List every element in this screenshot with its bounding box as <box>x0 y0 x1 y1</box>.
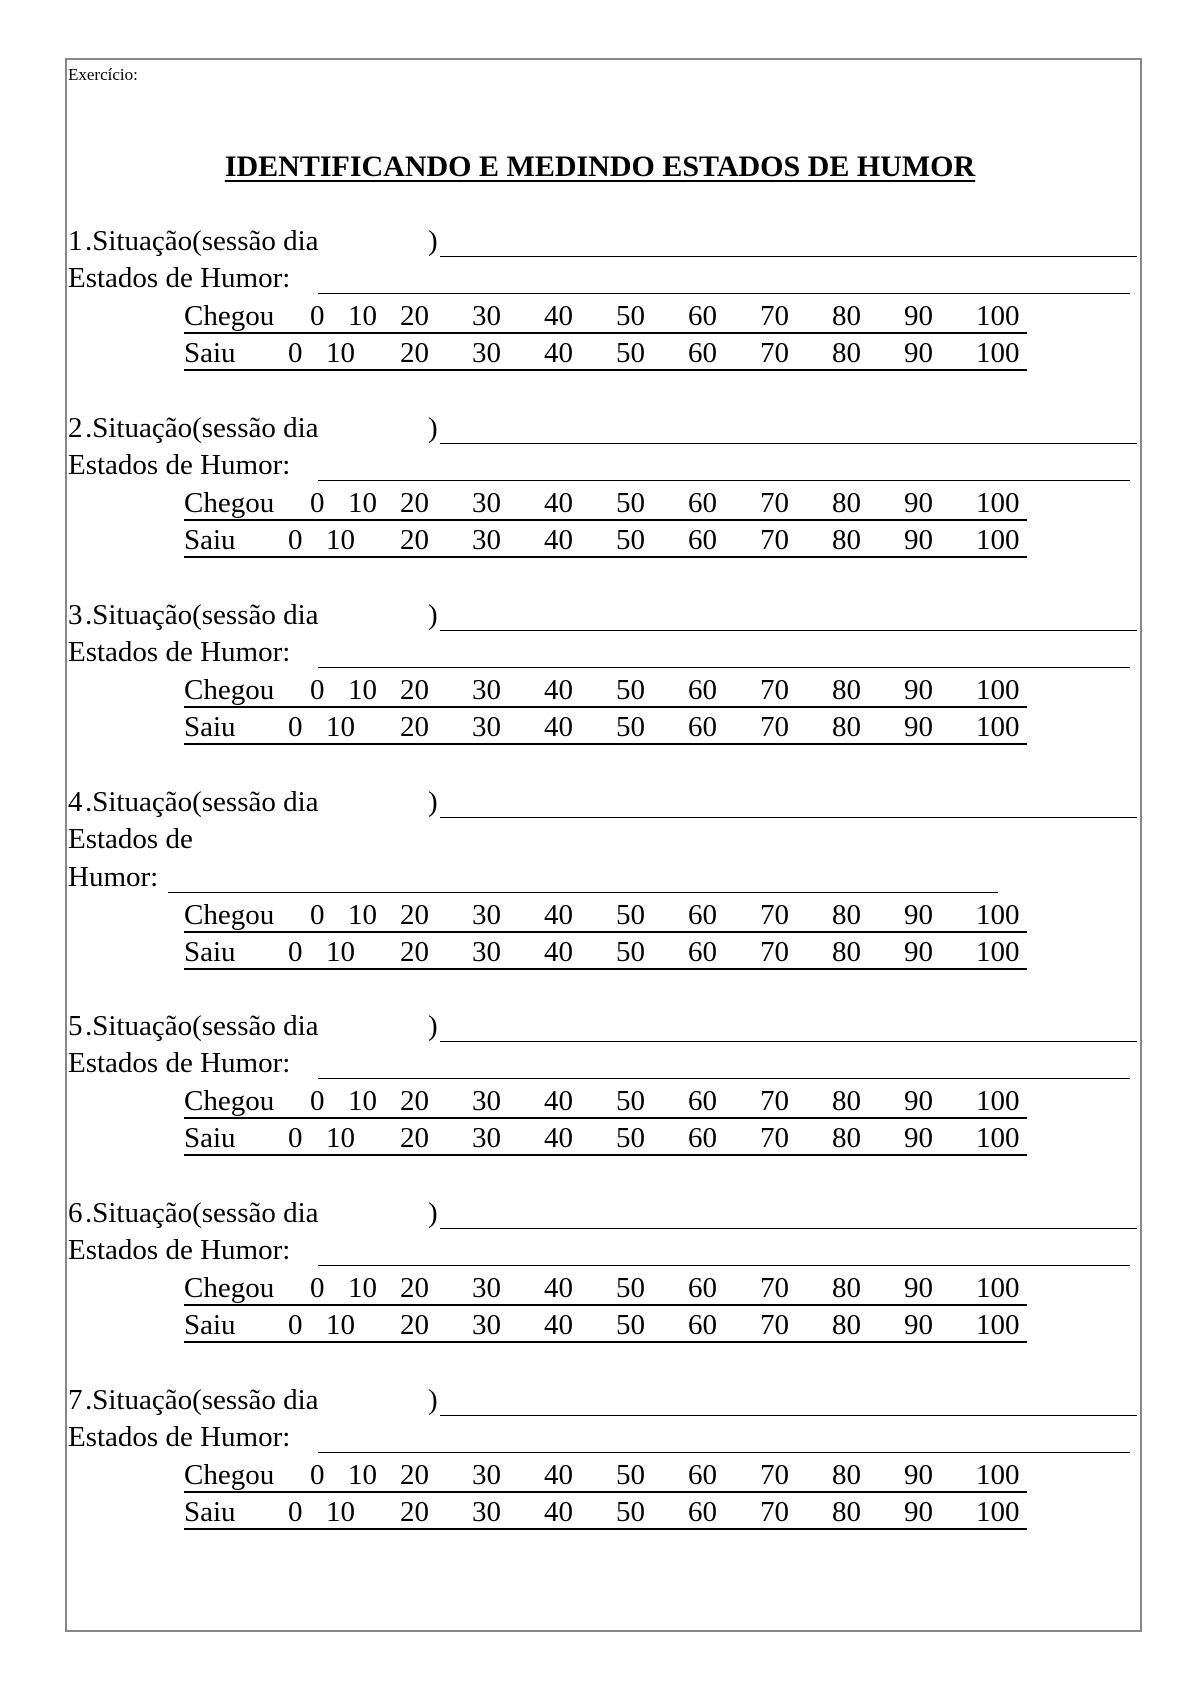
situation-answer-line[interactable] <box>440 630 1137 631</box>
arrived-label: Chegou <box>184 1085 275 1117</box>
left-label: Saiu <box>184 337 236 369</box>
left-scale <box>184 1120 1027 1156</box>
situation-number: 1 <box>68 225 83 257</box>
arrived-scale-value[interactable]: 20 <box>400 1272 429 1304</box>
arrived-scale <box>184 897 1027 933</box>
arrived-scale-value[interactable]: 60 <box>688 899 717 931</box>
situation-label: .Situação(sessão dia <box>85 1197 319 1229</box>
arrived-scale <box>184 672 1027 708</box>
left-scale-value[interactable]: 0 <box>288 1496 303 1528</box>
left-scale <box>184 522 1027 558</box>
arrived-scale-value[interactable]: 100 <box>976 1272 1020 1304</box>
left-scale-value[interactable]: 80 <box>832 1122 861 1154</box>
arrived-scale-value[interactable]: 60 <box>688 1459 717 1491</box>
left-scale-value[interactable]: 20 <box>400 936 429 968</box>
arrived-scale <box>184 1083 1027 1119</box>
left-scale-value[interactable]: 70 <box>760 936 789 968</box>
left-scale-value[interactable]: 100 <box>976 1309 1020 1341</box>
situation-answer-line[interactable] <box>440 256 1137 257</box>
arrived-scale-value[interactable]: 50 <box>616 487 645 519</box>
situation-number: 4 <box>68 786 83 818</box>
arrived-scale-value[interactable]: 10 <box>348 1272 377 1304</box>
left-scale-value[interactable]: 10 <box>326 1122 355 1154</box>
arrived-label: Chegou <box>184 487 275 519</box>
left-scale-value[interactable]: 40 <box>544 1122 573 1154</box>
mood-answer-line[interactable] <box>318 1265 1130 1266</box>
left-scale <box>184 1494 1027 1530</box>
situation-answer-line[interactable] <box>440 443 1137 444</box>
arrived-scale-value[interactable]: 40 <box>544 300 573 332</box>
arrived-scale-value[interactable]: 50 <box>616 1085 645 1117</box>
left-scale-value[interactable]: 30 <box>472 337 501 369</box>
left-scale-value[interactable]: 70 <box>760 1122 789 1154</box>
arrived-scale-value[interactable]: 30 <box>472 300 501 332</box>
mood-answer-line[interactable] <box>318 1452 1130 1453</box>
mood-states-label: Estados de Humor: <box>68 262 291 294</box>
arrived-scale-value[interactable]: 50 <box>616 1459 645 1491</box>
arrived-scale-value[interactable]: 10 <box>348 300 377 332</box>
mood-states-label: Estados de Humor: <box>68 636 291 668</box>
left-scale-value[interactable]: 30 <box>472 1122 501 1154</box>
arrived-scale-value[interactable]: 90 <box>904 487 933 519</box>
arrived-scale-value[interactable]: 90 <box>904 674 933 706</box>
left-scale-value[interactable]: 20 <box>400 711 429 743</box>
arrived-scale-value[interactable]: 0 <box>310 899 325 931</box>
arrived-scale-value[interactable]: 90 <box>904 1085 933 1117</box>
mood-states-label-cont: Humor: <box>68 861 159 893</box>
left-scale-value[interactable]: 40 <box>544 1309 573 1341</box>
left-scale-value[interactable]: 10 <box>326 524 355 556</box>
situation-section <box>0 1000 1200 1200</box>
left-scale-value[interactable]: 90 <box>904 337 933 369</box>
arrived-scale-value[interactable]: 20 <box>400 300 429 332</box>
left-scale-value[interactable]: 40 <box>544 936 573 968</box>
mood-answer-line[interactable] <box>318 293 1130 294</box>
left-scale-value[interactable]: 10 <box>326 936 355 968</box>
arrived-label: Chegou <box>184 1272 275 1304</box>
left-scale-value[interactable]: 60 <box>688 1496 717 1528</box>
situation-label: .Situação(sessão dia <box>85 1010 319 1042</box>
arrived-scale-value[interactable]: 20 <box>400 1085 429 1117</box>
left-scale-value[interactable]: 60 <box>688 1309 717 1341</box>
arrived-label: Chegou <box>184 1459 275 1491</box>
arrived-scale-value[interactable]: 90 <box>904 1272 933 1304</box>
left-scale-value[interactable]: 40 <box>544 524 573 556</box>
situation-label: .Situação(sessão dia <box>85 1384 319 1416</box>
arrived-scale-value[interactable]: 30 <box>472 674 501 706</box>
arrived-scale-value[interactable]: 0 <box>310 1272 325 1304</box>
arrived-scale-value[interactable]: 30 <box>472 487 501 519</box>
left-scale-value[interactable]: 90 <box>904 936 933 968</box>
left-scale-value[interactable]: 10 <box>326 711 355 743</box>
left-label: Saiu <box>184 1496 236 1528</box>
arrived-scale-value[interactable]: 50 <box>616 300 645 332</box>
left-label: Saiu <box>184 524 236 556</box>
arrived-scale-value[interactable]: 70 <box>760 1085 789 1117</box>
arrived-scale-value[interactable]: 30 <box>472 899 501 931</box>
arrived-scale-value[interactable]: 80 <box>832 1459 861 1491</box>
exercise-label: Exercício: <box>68 65 138 84</box>
left-scale-value[interactable]: 40 <box>544 711 573 743</box>
left-scale-value[interactable]: 90 <box>904 1309 933 1341</box>
arrived-scale-value[interactable]: 100 <box>976 1459 1020 1491</box>
arrived-scale-value[interactable]: 20 <box>400 1459 429 1491</box>
left-scale-value[interactable]: 100 <box>976 711 1020 743</box>
situation-answer-line[interactable] <box>440 817 1137 818</box>
arrived-scale-value[interactable]: 60 <box>688 487 717 519</box>
left-scale-value[interactable]: 90 <box>904 524 933 556</box>
left-scale-value[interactable]: 80 <box>832 337 861 369</box>
left-scale-value[interactable]: 50 <box>616 1309 645 1341</box>
situation-number: 7 <box>68 1384 83 1416</box>
left-scale-value[interactable]: 40 <box>544 1496 573 1528</box>
left-scale <box>184 934 1027 970</box>
arrived-scale-value[interactable]: 100 <box>976 674 1020 706</box>
left-label: Saiu <box>184 711 236 743</box>
left-scale-value[interactable]: 80 <box>832 936 861 968</box>
arrived-scale-value[interactable]: 0 <box>310 1459 325 1491</box>
left-scale-value[interactable]: 20 <box>400 337 429 369</box>
left-scale-value[interactable]: 60 <box>688 1122 717 1154</box>
left-scale-value[interactable]: 60 <box>688 524 717 556</box>
left-scale-value[interactable]: 50 <box>616 524 645 556</box>
arrived-label: Chegou <box>184 300 275 332</box>
left-scale-value[interactable]: 50 <box>616 1496 645 1528</box>
arrived-scale-value[interactable]: 80 <box>832 487 861 519</box>
arrived-scale-value[interactable]: 0 <box>310 1085 325 1117</box>
left-scale-value[interactable]: 80 <box>832 524 861 556</box>
situation-number: 6 <box>68 1197 83 1229</box>
mood-answer-line[interactable] <box>168 892 998 893</box>
mood-states-label: Estados de Humor: <box>68 1421 291 1453</box>
arrived-scale-value[interactable]: 100 <box>976 1085 1020 1117</box>
left-scale-value[interactable]: 100 <box>976 524 1020 556</box>
arrived-scale <box>184 1457 1027 1493</box>
arrived-scale-value[interactable]: 40 <box>544 487 573 519</box>
left-scale-value[interactable]: 0 <box>288 711 303 743</box>
arrived-scale-value[interactable]: 20 <box>400 487 429 519</box>
left-scale-value[interactable]: 0 <box>288 524 303 556</box>
arrived-scale-value[interactable]: 50 <box>616 899 645 931</box>
left-scale-value[interactable]: 70 <box>760 524 789 556</box>
arrived-scale-value[interactable]: 100 <box>976 899 1020 931</box>
left-scale-value[interactable]: 30 <box>472 936 501 968</box>
arrived-scale-value[interactable]: 80 <box>832 1272 861 1304</box>
arrived-scale-value[interactable]: 20 <box>400 674 429 706</box>
situation-answer-line[interactable] <box>440 1228 1137 1229</box>
left-scale-value[interactable]: 70 <box>760 337 789 369</box>
arrived-scale-value[interactable]: 100 <box>976 300 1020 332</box>
arrived-scale-value[interactable]: 30 <box>472 1085 501 1117</box>
mood-states-label: Estados de Humor: <box>68 449 291 481</box>
left-scale-value[interactable]: 20 <box>400 524 429 556</box>
left-scale-value[interactable]: 60 <box>688 337 717 369</box>
arrived-scale-value[interactable]: 60 <box>688 674 717 706</box>
left-scale-value[interactable]: 50 <box>616 936 645 968</box>
situation-number: 5 <box>68 1010 83 1042</box>
left-scale-value[interactable]: 70 <box>760 711 789 743</box>
arrived-scale-value[interactable]: 60 <box>688 1085 717 1117</box>
arrived-scale-value[interactable]: 90 <box>904 1459 933 1491</box>
left-scale-value[interactable]: 50 <box>616 1122 645 1154</box>
close-paren: ) <box>428 1384 438 1416</box>
left-scale-value[interactable]: 80 <box>832 1496 861 1528</box>
left-scale-value[interactable]: 90 <box>904 1496 933 1528</box>
arrived-scale-value[interactable]: 80 <box>832 674 861 706</box>
arrived-scale-value[interactable]: 60 <box>688 300 717 332</box>
arrived-scale-value[interactable]: 70 <box>760 1459 789 1491</box>
arrived-scale-value[interactable]: 60 <box>688 1272 717 1304</box>
arrived-scale-value[interactable]: 90 <box>904 899 933 931</box>
mood-answer-line[interactable] <box>318 667 1130 668</box>
left-scale-value[interactable]: 70 <box>760 1309 789 1341</box>
arrived-scale-value[interactable]: 50 <box>616 674 645 706</box>
left-scale-value[interactable]: 60 <box>688 711 717 743</box>
left-scale-value[interactable]: 20 <box>400 1122 429 1154</box>
close-paren: ) <box>428 1197 438 1229</box>
left-scale-value[interactable]: 30 <box>472 1496 501 1528</box>
left-scale-value[interactable]: 40 <box>544 337 573 369</box>
arrived-scale-value[interactable]: 70 <box>760 300 789 332</box>
left-scale <box>184 335 1027 371</box>
left-label: Saiu <box>184 1122 236 1154</box>
situation-section <box>0 1187 1200 1387</box>
situation-answer-line[interactable] <box>440 1415 1137 1416</box>
arrived-scale-value[interactable]: 0 <box>310 487 325 519</box>
left-scale-value[interactable]: 30 <box>472 1309 501 1341</box>
left-scale <box>184 1307 1027 1343</box>
left-scale-value[interactable]: 0 <box>288 936 303 968</box>
mood-states-label: Estados de <box>68 823 193 855</box>
arrived-scale-value[interactable]: 40 <box>544 674 573 706</box>
situation-answer-line[interactable] <box>440 1041 1137 1042</box>
arrived-scale-value[interactable]: 0 <box>310 300 325 332</box>
left-scale-value[interactable]: 80 <box>832 711 861 743</box>
left-scale-value[interactable]: 10 <box>326 1496 355 1528</box>
left-label: Saiu <box>184 1309 236 1341</box>
close-paren: ) <box>428 599 438 631</box>
title-text: IDENTIFICANDO E MEDINDO ESTADOS DE HUMOR <box>224 150 976 183</box>
arrived-scale-value[interactable]: 20 <box>400 899 429 931</box>
left-label: Saiu <box>184 936 236 968</box>
left-scale-value[interactable]: 10 <box>326 337 355 369</box>
left-scale-value[interactable]: 30 <box>472 711 501 743</box>
arrived-scale-value[interactable]: 80 <box>832 300 861 332</box>
left-scale <box>184 709 1027 745</box>
left-scale-value[interactable]: 90 <box>904 711 933 743</box>
left-scale-value[interactable]: 90 <box>904 1122 933 1154</box>
arrived-scale-value[interactable]: 90 <box>904 300 933 332</box>
left-scale-value[interactable]: 50 <box>616 711 645 743</box>
mood-answer-line[interactable] <box>318 480 1130 481</box>
arrived-scale-value[interactable]: 40 <box>544 1085 573 1117</box>
close-paren: ) <box>428 786 438 818</box>
arrived-scale-value[interactable]: 70 <box>760 674 789 706</box>
mood-answer-line[interactable] <box>318 1078 1130 1079</box>
left-scale-value[interactable]: 60 <box>688 936 717 968</box>
situation-number: 2 <box>68 412 83 444</box>
page-title <box>0 150 1200 184</box>
left-scale-value[interactable]: 70 <box>760 1496 789 1528</box>
arrived-label: Chegou <box>184 899 275 931</box>
close-paren: ) <box>428 412 438 444</box>
situation-label: .Situação(sessão dia <box>85 412 319 444</box>
arrived-scale <box>184 298 1027 334</box>
left-scale-value[interactable]: 50 <box>616 337 645 369</box>
arrived-scale-value[interactable]: 40 <box>544 1272 573 1304</box>
left-scale-value[interactable]: 0 <box>288 337 303 369</box>
arrived-scale-value[interactable]: 70 <box>760 487 789 519</box>
situation-section <box>0 776 1200 976</box>
left-scale-value[interactable]: 10 <box>326 1309 355 1341</box>
close-paren: ) <box>428 225 438 257</box>
close-paren: ) <box>428 1010 438 1042</box>
situation-section <box>0 589 1200 789</box>
arrived-scale-value[interactable]: 10 <box>348 1459 377 1491</box>
arrived-scale-value[interactable]: 30 <box>472 1459 501 1491</box>
arrived-scale-value[interactable]: 100 <box>976 487 1020 519</box>
arrived-label: Chegou <box>184 674 275 706</box>
situation-label: .Situação(sessão dia <box>85 786 319 818</box>
arrived-scale-value[interactable]: 70 <box>760 899 789 931</box>
left-scale-value[interactable]: 80 <box>832 1309 861 1341</box>
situation-section <box>0 402 1200 602</box>
left-scale-value[interactable]: 100 <box>976 337 1020 369</box>
arrived-scale-value[interactable]: 30 <box>472 1272 501 1304</box>
arrived-scale <box>184 1270 1027 1306</box>
arrived-scale-value[interactable]: 10 <box>348 487 377 519</box>
arrived-scale-value[interactable]: 50 <box>616 1272 645 1304</box>
arrived-scale-value[interactable]: 10 <box>348 1085 377 1117</box>
left-scale-value[interactable]: 100 <box>976 1122 1020 1154</box>
left-scale-value[interactable]: 100 <box>976 1496 1020 1528</box>
arrived-scale-value[interactable]: 40 <box>544 1459 573 1491</box>
arrived-scale-value[interactable]: 10 <box>348 674 377 706</box>
left-scale-value[interactable]: 30 <box>472 524 501 556</box>
situation-section <box>0 1374 1200 1574</box>
arrived-scale <box>184 485 1027 521</box>
arrived-scale-value[interactable]: 0 <box>310 674 325 706</box>
left-scale-value[interactable]: 20 <box>400 1309 429 1341</box>
left-scale-value[interactable]: 0 <box>288 1309 303 1341</box>
left-scale-value[interactable]: 100 <box>976 936 1020 968</box>
situation-label: .Situação(sessão dia <box>85 599 319 631</box>
left-scale-value[interactable]: 20 <box>400 1496 429 1528</box>
situation-label: .Situação(sessão dia <box>85 225 319 257</box>
arrived-scale-value[interactable]: 40 <box>544 899 573 931</box>
arrived-scale-value[interactable]: 10 <box>348 899 377 931</box>
situation-number: 3 <box>68 599 83 631</box>
mood-states-label: Estados de Humor: <box>68 1047 291 1079</box>
situation-section <box>0 215 1200 415</box>
arrived-scale-value[interactable]: 70 <box>760 1272 789 1304</box>
arrived-scale-value[interactable]: 80 <box>832 1085 861 1117</box>
left-scale-value[interactable]: 0 <box>288 1122 303 1154</box>
arrived-scale-value[interactable]: 80 <box>832 899 861 931</box>
mood-states-label: Estados de Humor: <box>68 1234 291 1266</box>
